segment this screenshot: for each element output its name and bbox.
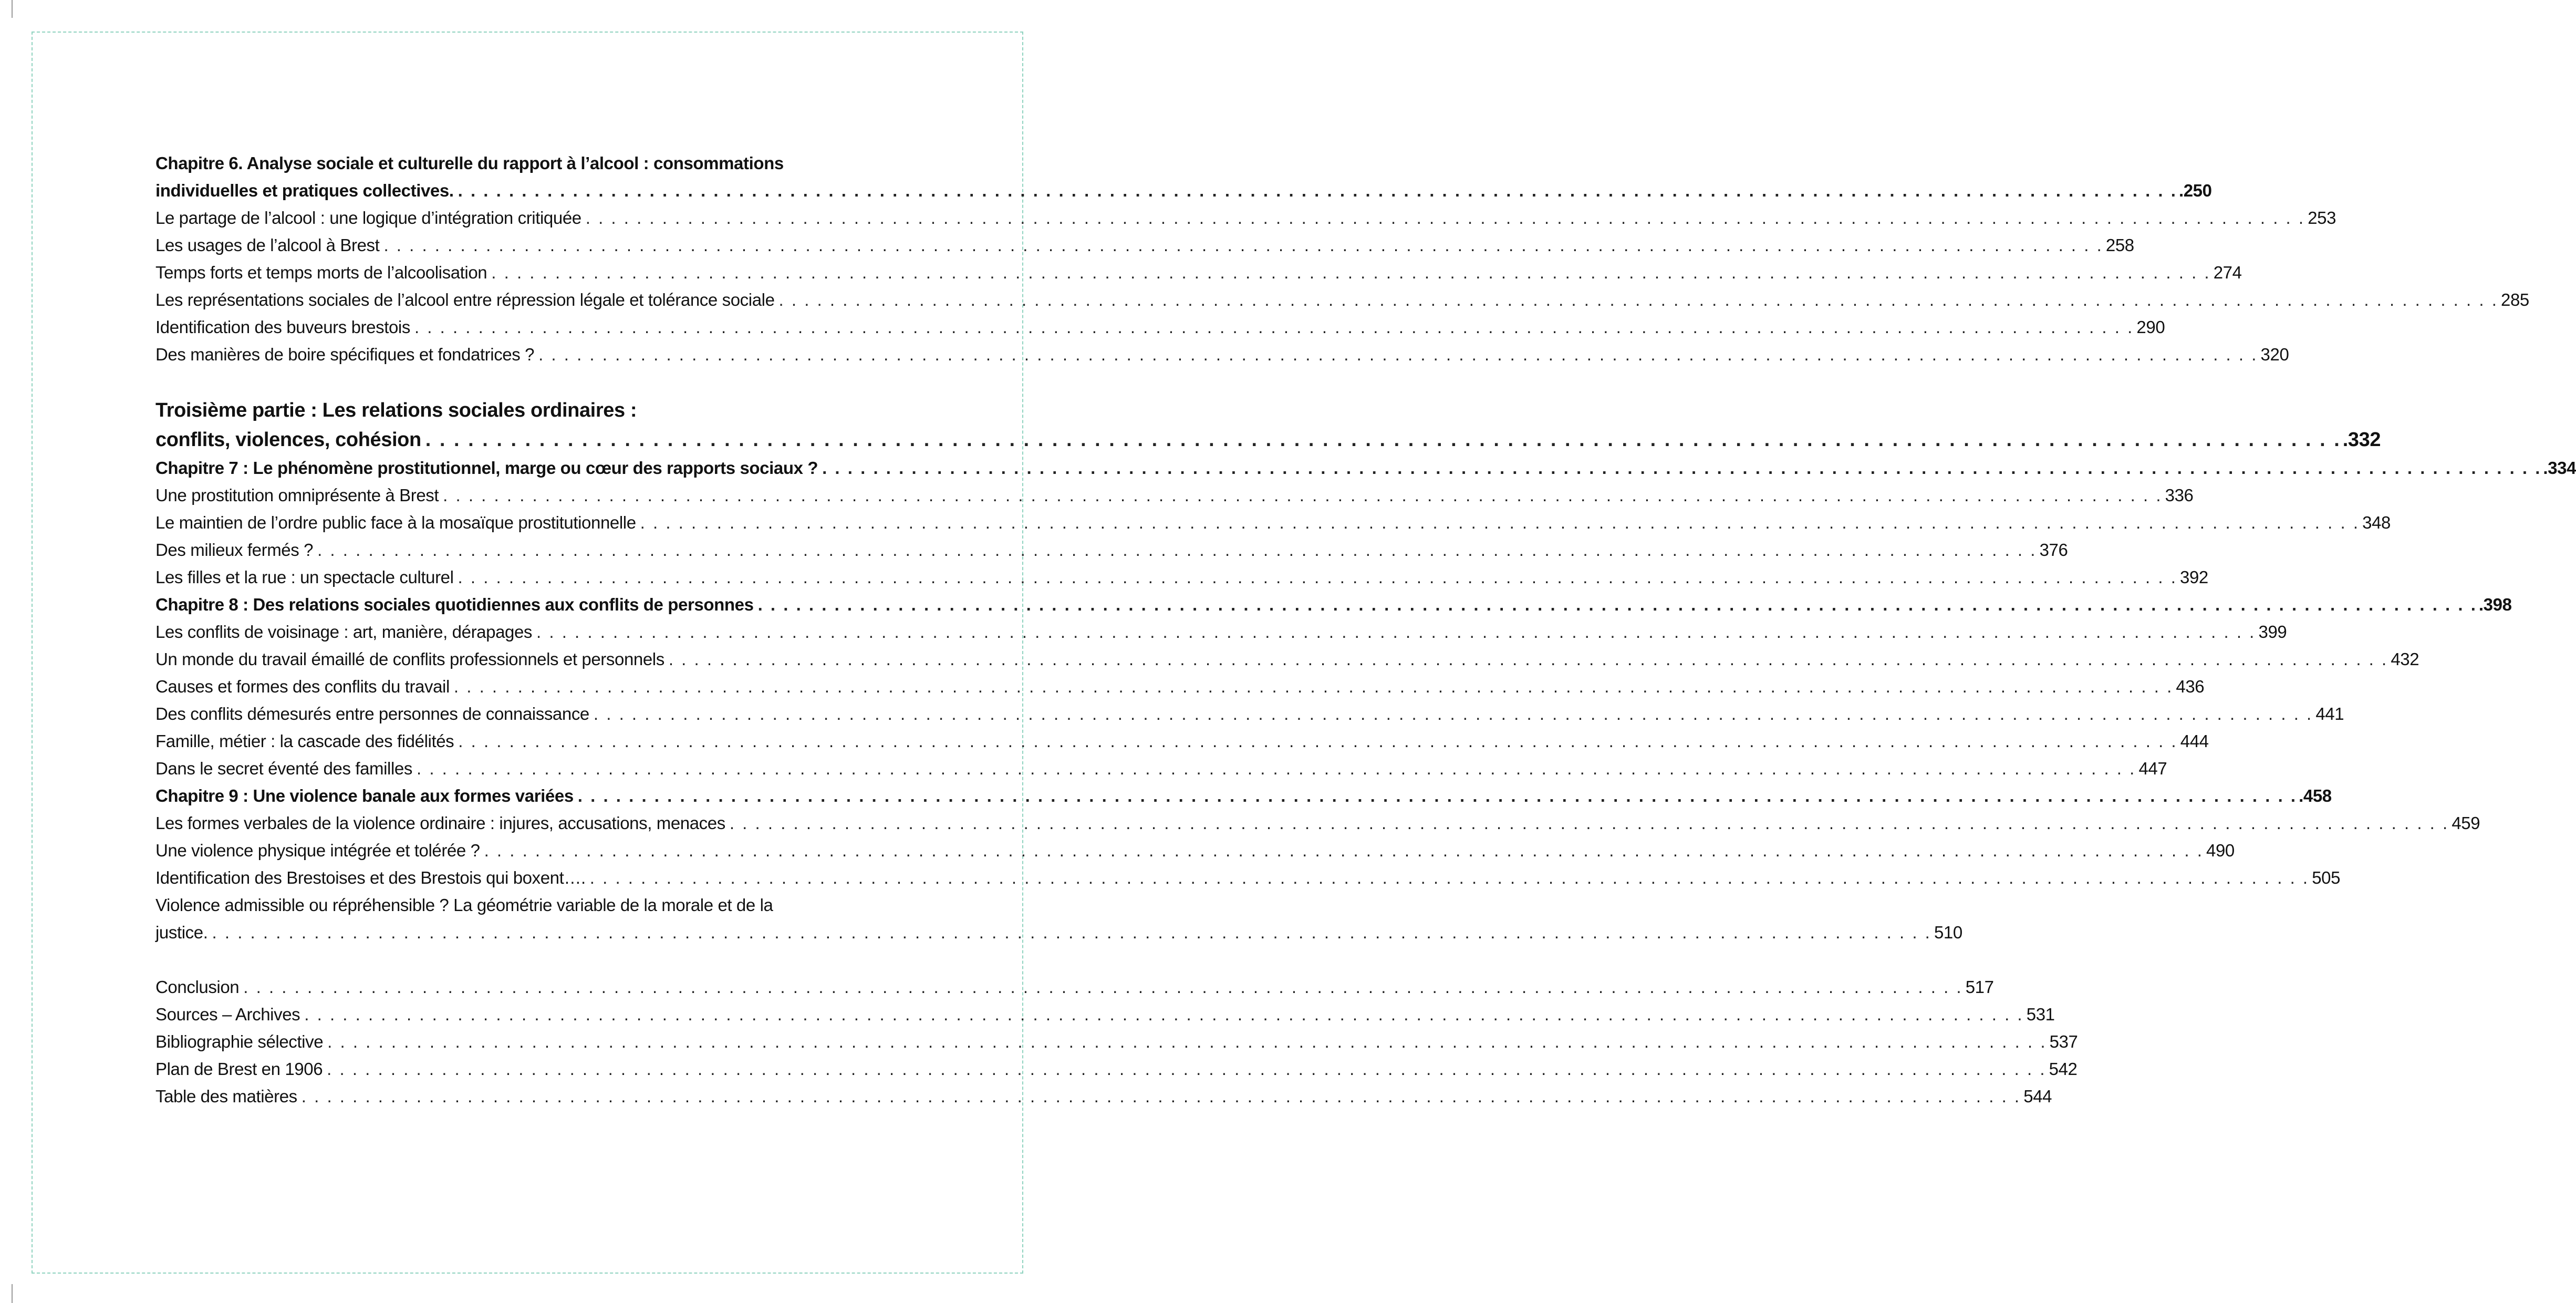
toc-entry-label: Plan de Brest en 1906 bbox=[155, 1059, 323, 1079]
dot-leader bbox=[414, 317, 2132, 337]
toc-chapter-6-title-line2[interactable] bbox=[155, 181, 2212, 208]
toc-entry-page: 274 bbox=[2213, 263, 2242, 282]
toc-entry-page: 285 bbox=[2501, 290, 2529, 309]
toc-entry-page: .458 bbox=[2299, 786, 2332, 805]
toc-entry-page: .332 bbox=[2342, 429, 2381, 451]
toc-entry-label: Un monde du travail émaillé de conflits professionnels et personnels bbox=[155, 649, 664, 669]
toc-entry-page: 253 bbox=[2308, 208, 2336, 227]
toc-entry-page: 510 bbox=[1934, 923, 1962, 942]
toc-entry-label: individuelles et pratiques collectives. bbox=[155, 181, 454, 200]
toc-entry-label: Chapitre 7 : Le phénomène prostitutionnel, marge ou cœur des rapports sociaux ? bbox=[155, 458, 818, 478]
toc-entry-label: Le maintien de l’ordre public face à la mosaïque prostitutionnelle bbox=[155, 513, 636, 532]
toc-entry-page: 444 bbox=[2180, 731, 2209, 751]
toc-entry-page: 490 bbox=[2206, 841, 2235, 860]
toc-entry-label: Le partage de l’alcool : une logique d’intégration critiquée bbox=[155, 208, 581, 227]
dot-leader bbox=[383, 235, 2101, 255]
toc-entry-page: .250 bbox=[2178, 181, 2212, 200]
toc-entry[interactable] bbox=[155, 759, 2167, 786]
toc-entry[interactable] bbox=[155, 345, 2289, 372]
toc-entry[interactable] bbox=[155, 622, 2287, 649]
toc-entry[interactable] bbox=[155, 677, 2205, 704]
dot-leader bbox=[327, 1032, 2045, 1052]
dot-leader bbox=[458, 567, 2176, 587]
toc-entry-page: 441 bbox=[2315, 704, 2344, 723]
toc-entry-label: Chapitre 9 : Une violence banale aux formes variées bbox=[155, 786, 574, 805]
toc-entry-label: Des manières de boire spécifiques et fondatrices ? bbox=[155, 345, 535, 364]
toc-back-matter-entry[interactable] bbox=[155, 977, 1994, 1005]
dot-leader bbox=[669, 649, 2386, 669]
toc-entry[interactable] bbox=[155, 540, 2068, 567]
toc-entry[interactable] bbox=[155, 317, 2165, 345]
toc-entry[interactable] bbox=[155, 235, 2134, 263]
dot-leader bbox=[243, 977, 1961, 997]
toc-entry[interactable] bbox=[155, 868, 2341, 895]
toc-entry-page: 517 bbox=[1965, 977, 1994, 997]
toc-entry-label: Chapitre 8 : Des relations sociales quotidiennes aux conflits de personnes bbox=[155, 595, 754, 614]
toc-entry[interactable] bbox=[155, 290, 2529, 317]
dot-leader bbox=[425, 429, 2340, 451]
toc-entry[interactable] bbox=[155, 567, 2208, 595]
dot-leader bbox=[758, 595, 2476, 615]
toc-entry-label: Temps forts et temps morts de l’alcoolisation bbox=[155, 263, 487, 282]
toc-entry-page: 376 bbox=[2039, 540, 2068, 560]
toc-part-3-title-line2[interactable] bbox=[155, 429, 2381, 458]
toc-back-matter-entry[interactable] bbox=[155, 1005, 2055, 1032]
toc-back-matter-entry[interactable] bbox=[155, 1059, 2078, 1087]
toc-entry-label: Famille, métier : la cascade des fidélités bbox=[155, 731, 454, 751]
toc-entry-line1 bbox=[155, 895, 838, 923]
toc-chapter-6-title-line1 bbox=[155, 153, 838, 181]
toc-entry-label: Conclusion bbox=[155, 977, 240, 997]
section-spacer bbox=[155, 372, 838, 399]
toc-entry-label: Les formes verbales de la violence ordinaire : injures, accusations, menaces bbox=[155, 813, 725, 833]
dot-leader bbox=[491, 263, 2209, 283]
dot-leader bbox=[317, 540, 2035, 560]
dot-leader bbox=[458, 731, 2176, 751]
toc-entry[interactable] bbox=[155, 813, 2480, 841]
toc-entry[interactable] bbox=[155, 923, 1962, 950]
toc-entry-page: 544 bbox=[2023, 1087, 2052, 1106]
toc-entry[interactable] bbox=[155, 208, 2336, 235]
dot-leader bbox=[302, 1087, 2019, 1106]
toc-back-matter-entry[interactable] bbox=[155, 1032, 2078, 1059]
dot-leader bbox=[443, 485, 2160, 505]
toc-part-3-title-line1-text: Troisième partie : Les relations sociales ordinaires : bbox=[155, 399, 637, 421]
toc-entry[interactable] bbox=[155, 704, 2344, 731]
toc-entry-page: 537 bbox=[2049, 1032, 2078, 1051]
toc-entry[interactable] bbox=[155, 485, 2194, 513]
dot-leader bbox=[327, 1059, 2044, 1079]
toc-entry-page: 432 bbox=[2391, 649, 2419, 669]
toc-entry-label: Les représentations sociales de l’alcool entre répression légale et tolérance sociale bbox=[155, 290, 775, 309]
dot-leader bbox=[484, 841, 2202, 861]
toc-entry[interactable] bbox=[155, 841, 2235, 868]
toc-chapter-7[interactable] bbox=[155, 458, 2576, 485]
crop-mark-bottom bbox=[12, 1284, 13, 1303]
toc-entry-line1-text: Violence admissible ou répréhensible ? La géométrie variable de la morale et de la bbox=[155, 895, 773, 915]
toc-entry-label: conflits, violences, cohésion bbox=[155, 429, 421, 451]
toc-entry[interactable] bbox=[155, 649, 2419, 677]
toc-chapter-9[interactable] bbox=[155, 786, 2332, 813]
dot-leader bbox=[586, 208, 2303, 228]
toc-entry-label: Les filles et la rue : un spectacle culturel bbox=[155, 567, 454, 587]
toc-entry-page: 392 bbox=[2180, 567, 2208, 587]
dot-leader bbox=[640, 513, 2358, 533]
toc-entry-label: Des conflits démesurés entre personnes de connaissance bbox=[155, 704, 589, 723]
toc-entry-page: 290 bbox=[2136, 317, 2165, 337]
toc-entry-page: 320 bbox=[2260, 345, 2289, 364]
toc-entry-page: 348 bbox=[2362, 513, 2391, 532]
section-spacer bbox=[155, 950, 838, 977]
dot-leader bbox=[417, 759, 2134, 779]
toc-entry-label: Des milieux fermés ? bbox=[155, 540, 314, 560]
toc-entry-label: Sources – Archives bbox=[155, 1005, 300, 1024]
dot-leader bbox=[730, 813, 2447, 833]
toc-entry-page: .334 bbox=[2543, 458, 2576, 478]
toc-entry-label: Table des matières bbox=[155, 1087, 297, 1106]
toc-entry-label: Les usages de l’alcool à Brest bbox=[155, 235, 380, 255]
toc-entry-page: 336 bbox=[2165, 485, 2194, 505]
dot-leader bbox=[779, 290, 2497, 310]
table-of-contents bbox=[155, 153, 2576, 1114]
toc-entry-page: .398 bbox=[2478, 595, 2512, 614]
toc-entry-page: 542 bbox=[2049, 1059, 2078, 1079]
toc-entry-label: Causes et formes des conflits du travail bbox=[155, 677, 450, 696]
toc-entry-page: 436 bbox=[2176, 677, 2205, 696]
dot-leader bbox=[458, 181, 2176, 201]
toc-back-matter-entry[interactable] bbox=[155, 1087, 2052, 1114]
toc-entry-label: Identification des Brestoises et des Brestois qui boxent…. bbox=[155, 868, 586, 887]
toc-part-3-title-line1 bbox=[155, 399, 838, 429]
dot-leader bbox=[578, 786, 2295, 806]
toc-entry-page: 505 bbox=[2312, 868, 2341, 887]
toc-entry-label: Bibliographie sélective bbox=[155, 1032, 324, 1051]
toc-entry[interactable] bbox=[155, 513, 2391, 540]
toc-entry-page: 447 bbox=[2138, 759, 2167, 778]
dot-leader bbox=[822, 458, 2540, 478]
toc-entry-label: Dans le secret éventé des familles bbox=[155, 759, 412, 778]
crop-mark-top bbox=[12, 0, 13, 18]
dot-leader bbox=[212, 923, 1930, 943]
toc-entry-page: 459 bbox=[2452, 813, 2480, 833]
toc-entry-page: 258 bbox=[2105, 235, 2134, 255]
toc-entry-label: Une violence physique intégrée et tolérée ? bbox=[155, 841, 480, 860]
toc-entry-page: 531 bbox=[2026, 1005, 2055, 1024]
dot-leader bbox=[536, 622, 2254, 642]
toc-entry[interactable] bbox=[155, 263, 2242, 290]
dot-leader bbox=[590, 868, 2308, 888]
toc-entry-label: justice. bbox=[155, 923, 208, 942]
dot-leader bbox=[304, 1005, 2022, 1025]
dot-leader bbox=[594, 704, 2311, 724]
toc-entry-label: Identification des buveurs brestois bbox=[155, 317, 410, 337]
toc-entry[interactable] bbox=[155, 731, 2209, 759]
dot-leader bbox=[538, 345, 2256, 365]
toc-entry-label: Une prostitution omniprésente à Brest bbox=[155, 485, 439, 505]
toc-entry-page: 399 bbox=[2258, 622, 2287, 642]
dot-leader bbox=[454, 677, 2172, 697]
toc-chapter-8[interactable] bbox=[155, 595, 2512, 622]
toc-entry-label: Les conflits de voisinage : art, manière, dérapages bbox=[155, 622, 533, 642]
toc-chapter-6-title-line1-text: Chapitre 6. Analyse sociale et culturelle du rapport à l’alcool : consommations bbox=[155, 153, 784, 173]
